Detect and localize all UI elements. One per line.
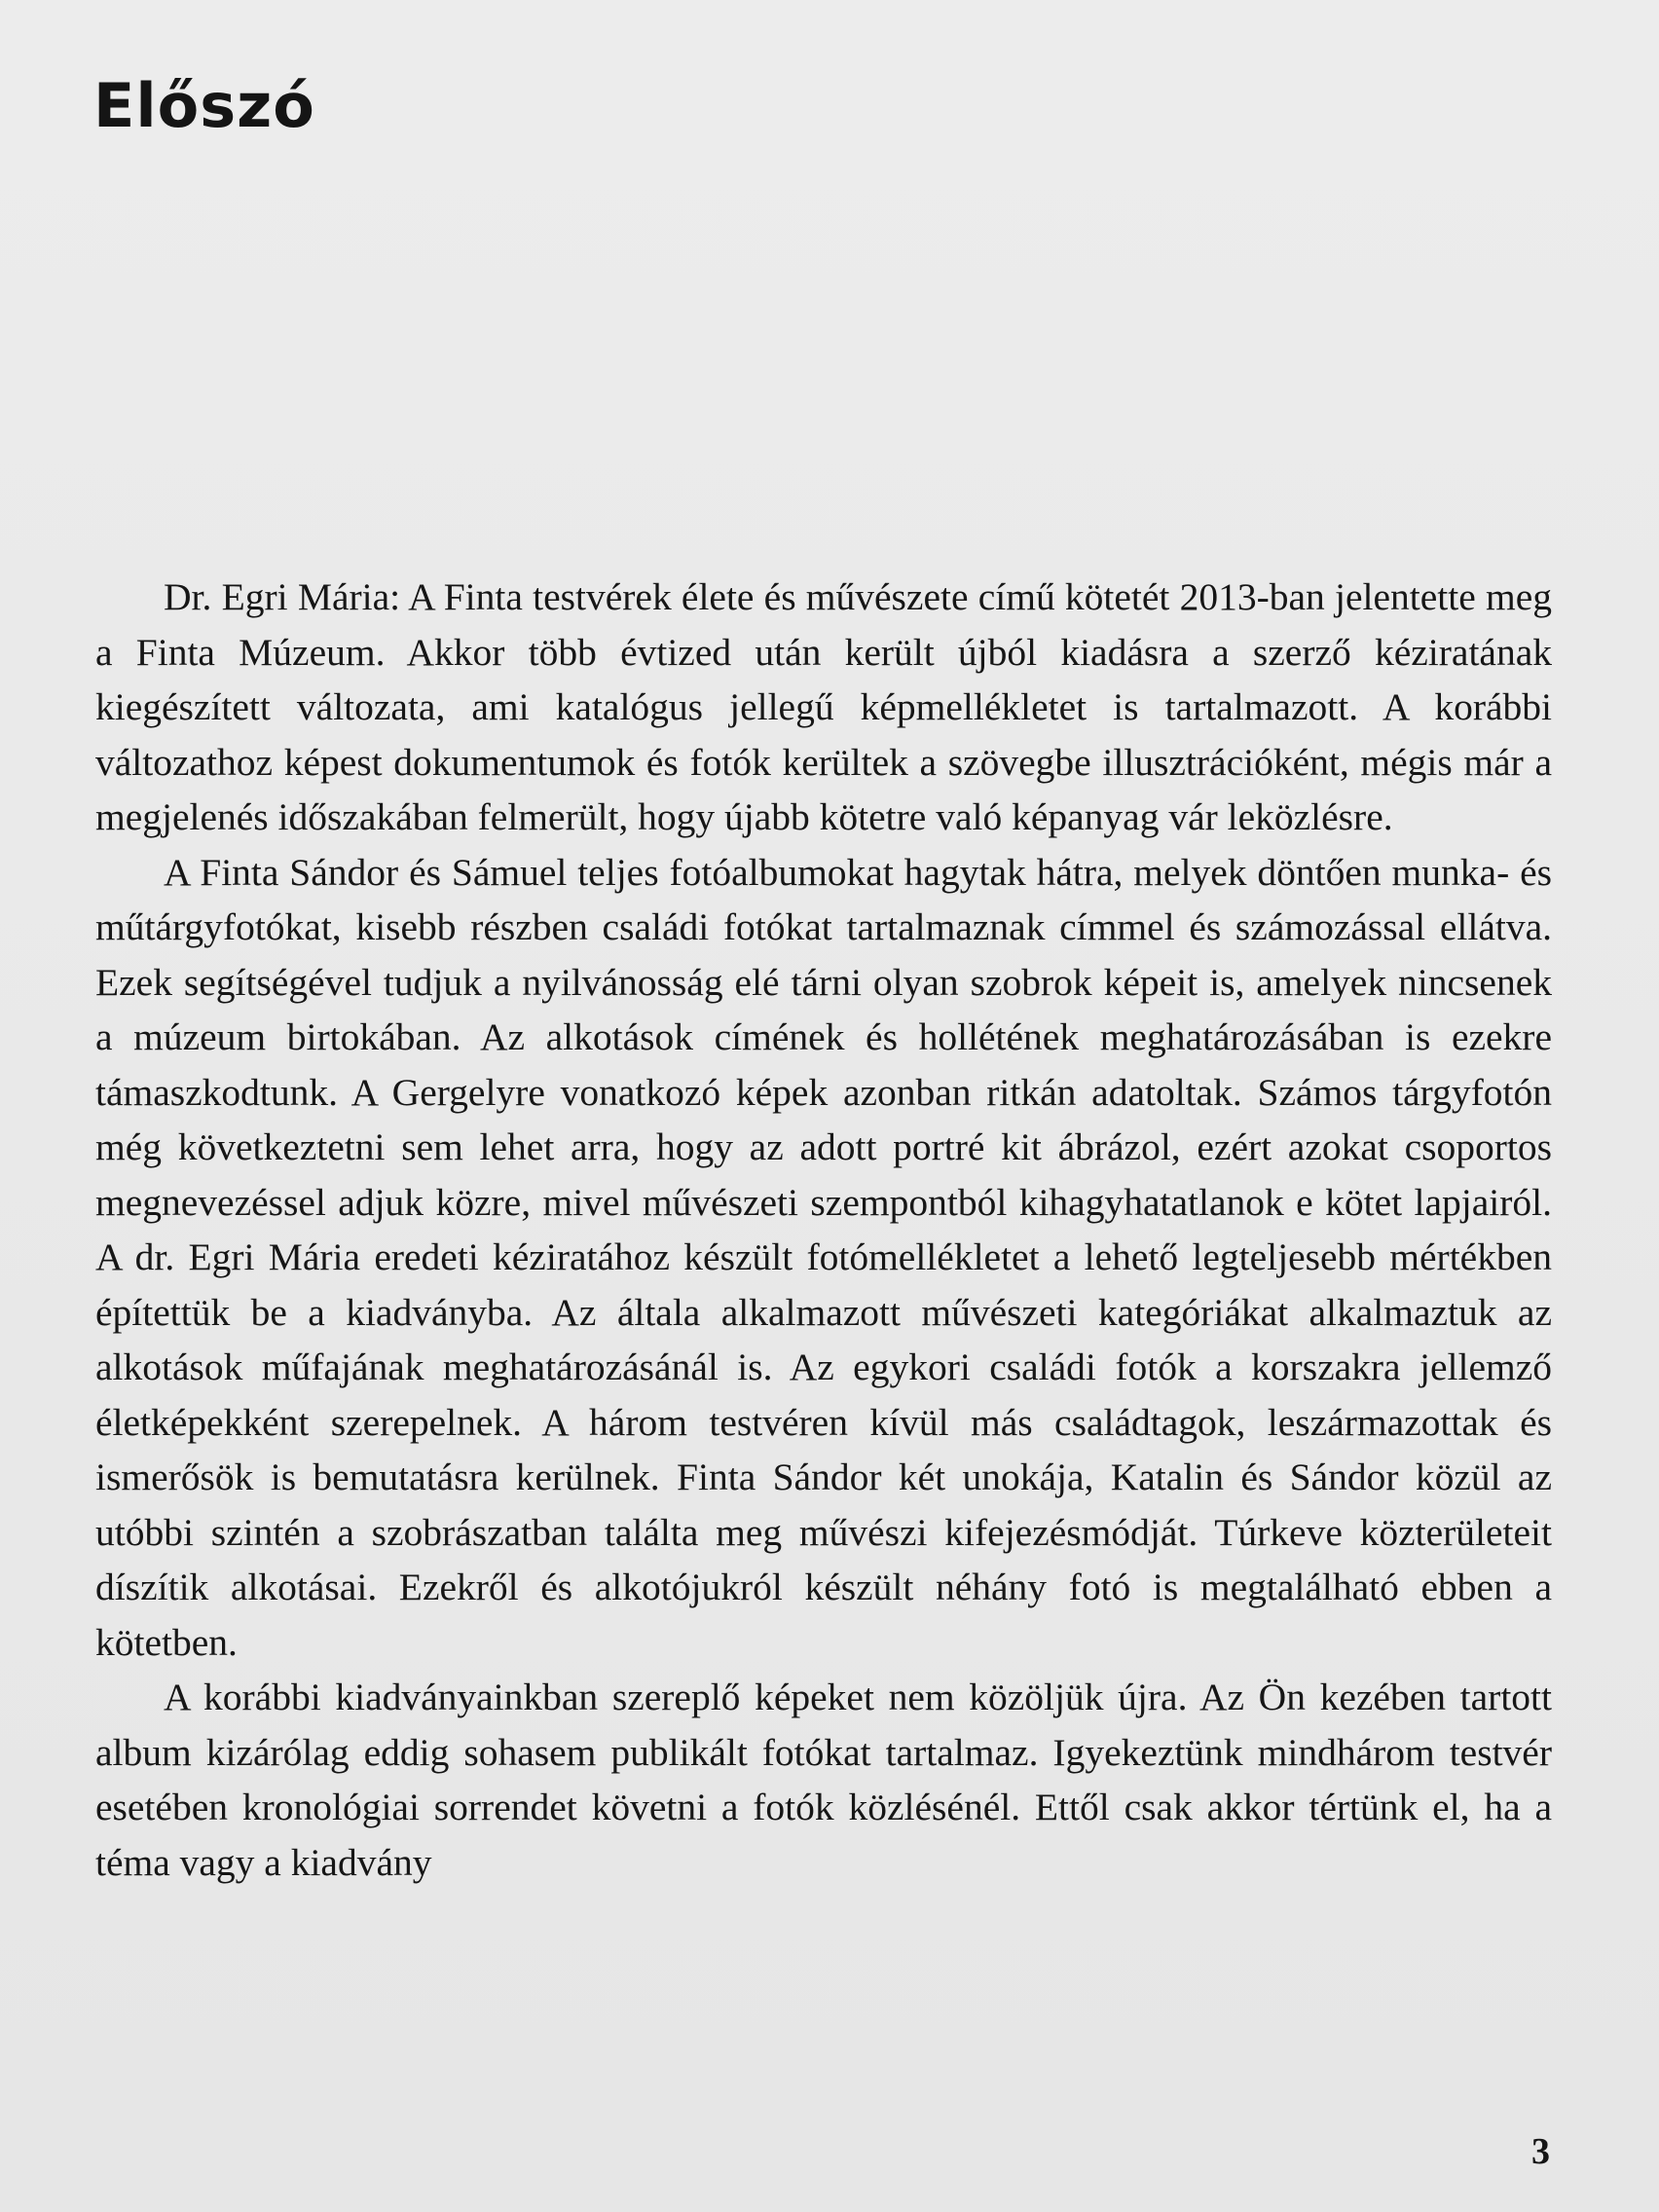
page-title: Előszó	[93, 70, 315, 141]
paragraph: A korábbi kiadványainkban szereplő képeket nem közöljük újra. Az Ön kezében tartott album kizárólag eddig sohasem publikált fotókat tartalmaz. Igyekeztünk mindhárom testvér esetében kronológiai sorrendet követni a fotók közlésénél. Ettől csak akkor tértünk el, ha a téma vagy a kiadvány	[95, 1676, 1552, 1884]
paragraph: Dr. Egri Mária: A Finta testvérek élete és művészete című kötetét 2013-ban jelentette meg a Finta Múzeum. Akkor több évtized után került újból kiadásra a szerző kéziratának kiegészített változata, ami katalógus jellegű képmellékletet is tartalmazott. A korábbi változathoz képest dokumentumok és fotók kerültek a szövegbe illusztrációként, mégis már a megjelenés időszakában felmerült, hogy újabb kötetre való képanyag vár leközlésre.	[95, 575, 1552, 838]
paragraph: A Finta Sándor és Sámuel teljes fotóalbumokat hagytak hátra, melyek döntően munka- és műtárgyfotókat, kisebb részben családi fotókat tartalmaznak címmel és számozással ellátva. Ezek segítségével tudjuk a nyilvánosság elé tárni olyan szobrok képeit is, amelyek nincsenek a múzeum birtokában. Az alkotások címének és hollétének meghatározásában is ezekre támaszkodtunk. A Gergelyre vonatkozó képek azonban ritkán adatoltak. Számos tárgyfotón még következtetni sem lehet arra, hogy az adott portré kit ábrázol, ezért azokat csoportos megnevezéssel adjuk közre, mivel művészeti szempontból kihagyhatatlanok e kötet lapjairól. A dr. Egri Mária eredeti kéziratához készült fotómellékletet a lehető legteljesebb mértékben építettük be a kiadványba. Az általa alkalmazott művészeti kategóriákat alkalmaztuk az alkotások műfajának meghatározásánál is. Az egykori családi fotók a korszakra jellemző életképekként szerepelnek. A három testvéren kívül más családtagok, leszármazottak és ismerősök is bemutatásra kerülnek. Finta Sándor két unokája, Katalin és Sándor közül az utóbbi szintén a szobrászatban találta meg művészi kifejezésmódját. Túrkeve közterületeit díszítik alkotásai. Ezekről és alkotójukról készült néhány fotó is megtalálható ebben a kötetben.	[95, 850, 1552, 1664]
page-number: 3	[1531, 2131, 1550, 2172]
body-text	[95, 570, 1552, 1890]
